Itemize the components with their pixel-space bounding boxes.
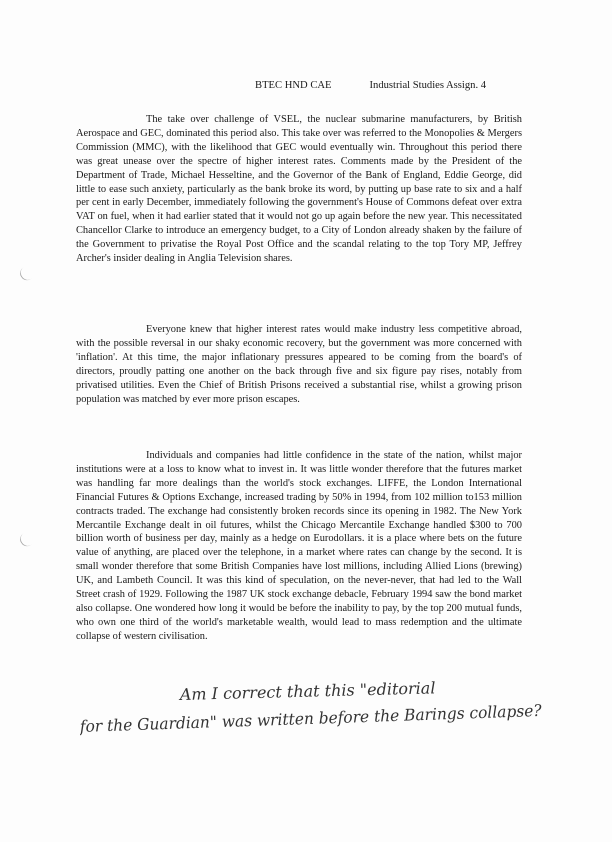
handwritten-line-1: Am I correct that this "editorial	[179, 678, 436, 704]
page-header	[255, 80, 486, 91]
punch-hole-mark-icon	[17, 529, 37, 549]
handwritten-line-2: for the Guardian" was written before the Barings collapse?	[80, 700, 550, 736]
paragraph-text: Everyone knew that higher interest rates would make industry less competitive abroad, with the possible reversal in our shaky economic recovery, but the government was more concerned with 'inflation'. At this time, the major inflationary pressures appeared to be coming from the board's of directors, proudly patting one another on the back through five and six figure pay rises, notably from privatised utilities. Even the Chief of British Prisons received a substantial rise, whilst a growing prison population was matched by ever more prison escapes.	[76, 324, 522, 405]
handwritten-note-svg	[80, 674, 550, 754]
paragraph-text: The take over challenge of VSEL, the nuclear submarine manufacturers, by British Aerospace and GEC, dominated this period also. This take over was referred to the Monopolies & Mergers Commission (MMC), with the likelihood that GEC would eventually win. Throughout this period there was great unease over the spectre of higher interest rates. Comments made by the President of the Department of Trade, Michael Hesseltine, and the Governor of the Bank of England, Eddie George, did little to ease such anxiety, particularly as the bank broke its word, by putting up base rate to six and a half per cent in early December, immediately following the government's House of Commons defeat over extra VAT on fuel, when it had earlier stated that it would not go up again before the new year. This necessitated Chancellor Clarke to introduce an emergency budget, to a City of London already shaken by the failure of the Government to privatise the Royal Post Office and the scandal relating to the top Tory MP, Jeffrey Archer's insider dealing in Anglia Television shares.	[76, 114, 522, 265]
paragraph-2	[76, 323, 522, 406]
course-code: BTEC HND CAE	[255, 80, 332, 91]
handwritten-note	[80, 674, 550, 754]
paragraph-3	[76, 449, 522, 644]
paragraph-text: Individuals and companies had little confidence in the state of the nation, whilst major institutions were at a loss to know what to invest in. It was little wonder therefore that the futures market was handling far more dealings than the world's stock exchanges. LIFFE, the London International Financial Futures & Options Exchange, increased trading by 50% in 1994, from 102 million to153 million contracts traded. The exchange had consistently broken records since its opening in 1982. The New York Mercantile Exchange dealt in oil futures, whilst the Chicago Mercantile Exchange handled $300 to 700 billion worth of business per day, mainly as a hedge on Eurodollars. it is a place where bets on the future value of anything, are placed over the telephone, in a market where rates can change by the second. It is small wonder therefore that some British Companies have lost millions, including Allied Lions (brewing) UK, and Lambeth Council. It was this kind of speculation, on the never-never, that had led to the Wall Street crash of 1929. Following the 1987 UK stock exchange debacle, February 1994 saw the bond market also collapse. One wondered how long it would be before the inability to pay, by the top 200 mutual funds, who own one third of the world's marketable wealth, would lead to mass redemption and the ultimate collapse of western civilisation.	[76, 450, 522, 642]
assignment-title: Industrial Studies Assign. 4	[369, 80, 487, 91]
punch-hole-mark-icon	[17, 263, 37, 283]
paragraph-1	[76, 113, 522, 266]
